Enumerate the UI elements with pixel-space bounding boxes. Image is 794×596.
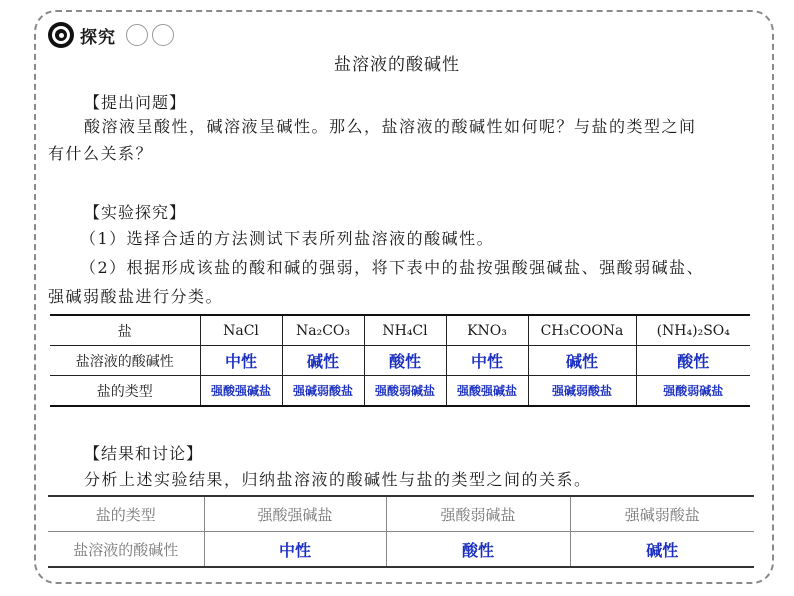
table-row [50, 346, 750, 376]
doodle-icon [152, 24, 174, 46]
table-row [50, 315, 750, 346]
results-para: 分析上述实验结果，归纳盐溶液的酸碱性与盐的类型之间的关系。 [84, 470, 592, 489]
salt-cell: (NH₄)₂SO₄ [636, 315, 750, 346]
salt-cell: KNO₃ [446, 315, 528, 346]
page-title: 盐溶液的酸碱性 [334, 55, 460, 75]
heading-raise-question: 【提出问题】 [84, 93, 187, 112]
type-cell: 强酸弱碱盐 [636, 376, 750, 407]
heading-results: 【结果和讨论】 [84, 444, 204, 463]
doodle-icon [126, 24, 148, 46]
type-cell: 强酸弱碱盐 [386, 496, 570, 532]
acidity-cell: 碱性 [570, 532, 754, 568]
target-icon [48, 22, 74, 48]
acidity-cell: 中性 [200, 346, 282, 376]
experiment-step-1: （1）选择合适的方法测试下表所列盐溶液的酸碱性。 [80, 229, 495, 248]
section-header [48, 22, 174, 48]
row-label: 盐 [50, 315, 200, 346]
row-label: 盐的类型 [50, 376, 200, 407]
summary-table [48, 495, 754, 568]
acidity-cell: 碱性 [528, 346, 636, 376]
heading-experiment: 【实验探究】 [84, 203, 187, 222]
type-cell: 强酸弱碱盐 [364, 376, 446, 407]
type-cell: 强碱弱酸盐 [282, 376, 364, 407]
salt-cell: NaCl [200, 315, 282, 346]
type-cell: 强酸强碱盐 [446, 376, 528, 407]
acidity-cell: 中性 [204, 532, 386, 568]
acidity-cell: 中性 [446, 346, 528, 376]
table-row [50, 376, 750, 407]
acidity-cell: 酸性 [364, 346, 446, 376]
doodle-decoration [126, 24, 174, 46]
type-cell: 强碱弱酸盐 [570, 496, 754, 532]
experiment-step-2b: 强碱弱酸盐进行分类。 [48, 287, 224, 306]
question-para-2: 有什么关系？ [48, 144, 154, 163]
table-row [48, 532, 754, 568]
header-title: 探究 [80, 27, 116, 48]
salt-cell: NH₄Cl [364, 315, 446, 346]
type-cell: 强酸强碱盐 [200, 376, 282, 407]
question-para-1: 酸溶液呈酸性，碱溶液呈碱性。那么，盐溶液的酸碱性如何呢？与盐的类型之间 [84, 117, 697, 136]
salt-cell: CH₃COONa [528, 315, 636, 346]
acidity-cell: 碱性 [282, 346, 364, 376]
experiment-step-2a: （2）根据形成该盐的酸和碱的强弱，将下表中的盐按强酸强碱盐、强酸弱碱盐、 [80, 258, 705, 277]
salt-cell: Na₂CO₃ [282, 315, 364, 346]
row-label: 盐溶液的酸碱性 [50, 346, 200, 376]
type-cell: 强碱弱酸盐 [528, 376, 636, 407]
salt-table [50, 314, 750, 407]
acidity-cell: 酸性 [636, 346, 750, 376]
type-cell: 强酸强碱盐 [204, 496, 386, 532]
row-label: 盐的类型 [48, 496, 204, 532]
row-label: 盐溶液的酸碱性 [48, 532, 204, 568]
acidity-cell: 酸性 [386, 532, 570, 568]
table-row [48, 496, 754, 532]
